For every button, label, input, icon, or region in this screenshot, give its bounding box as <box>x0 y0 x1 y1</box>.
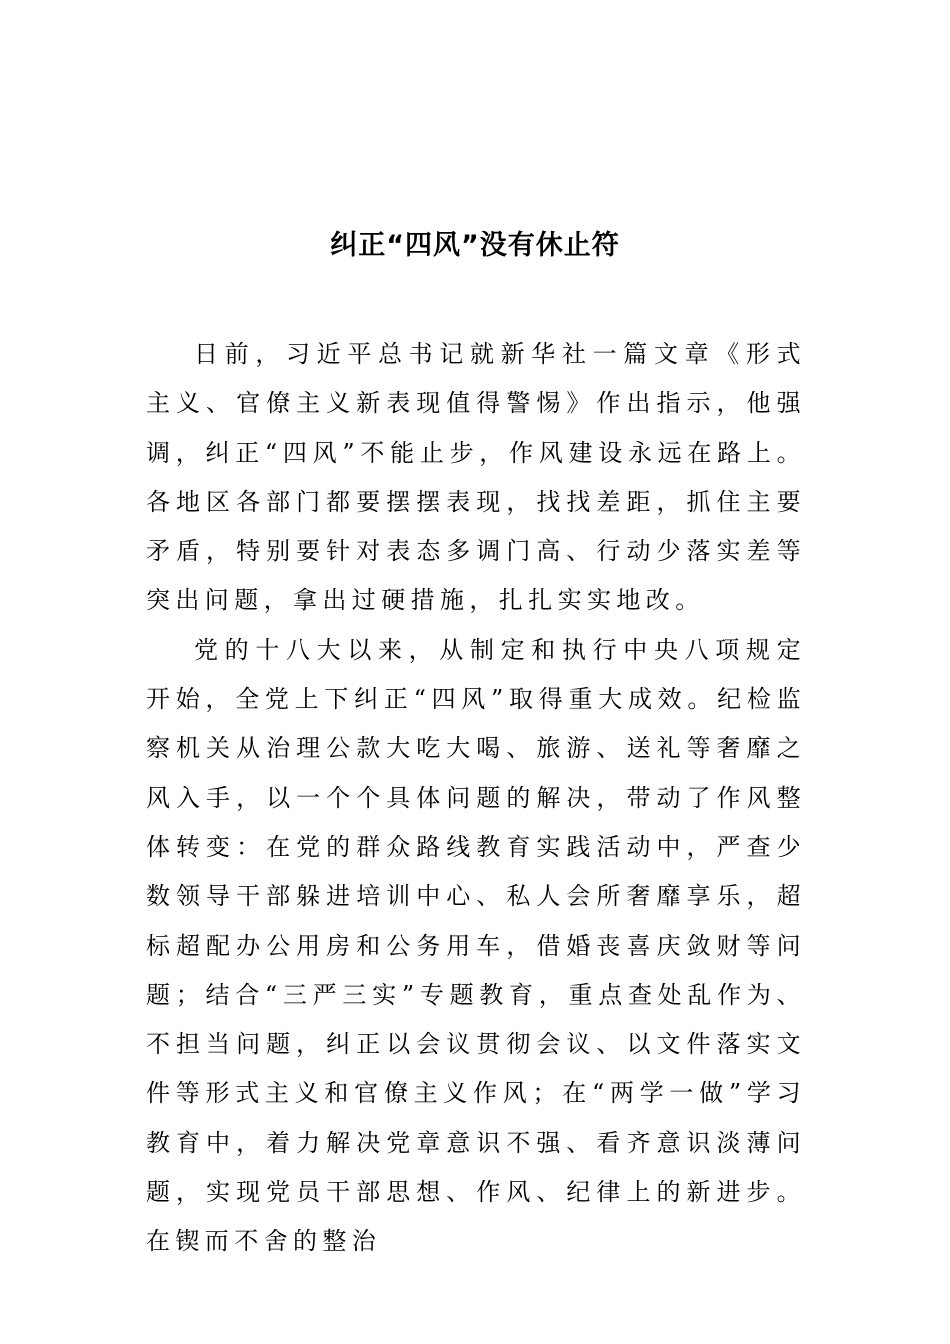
paragraph-2: 党的十八大以来，从制定和执行中央八项规定开始，全党上下纠正“四风”取得重大成效。纪检监察机关从治理公款大吃大喝、旅游、送礼等奢靡之风入手，以一个个具体问题的解决，带动了作风整体转变：在党的群众路线教育实践活动中，严查少数领导干部躲进培训中心、私人会所奢靡享乐，超标超配办公用房和公务用车，借婚丧喜庆敛财等问题；结合“三严三实”专题教育，重点查处乱作为、不担当问题，纠正以会议贯彻会议、以文件落实文件等形式主义和官僚主义作风；在“两学一做”学习教育中，着力解决党章意识不强、看齐意识淡薄问题，实现党员干部思想、作风、纪律上的新进步。在锲而不舍的整治 <box>146 635 806 1256</box>
paragraph-1: 日前，习近平总书记就新华社一篇文章《形式主义、官僚主义新表现值得警惕》作出指示，他强调，纠正“四风”不能止步，作风建设永远在路上。各地区各部门都要摆摆表现，找找差距，抓住主要矛盾，特别要针对表态多调门高、行动少落实差等突出问题，拿出过硬措施，扎扎实实地改。 <box>146 340 806 615</box>
document-body <box>146 330 806 1267</box>
document-title: 纠正“四风”没有休止符 <box>330 230 620 261</box>
